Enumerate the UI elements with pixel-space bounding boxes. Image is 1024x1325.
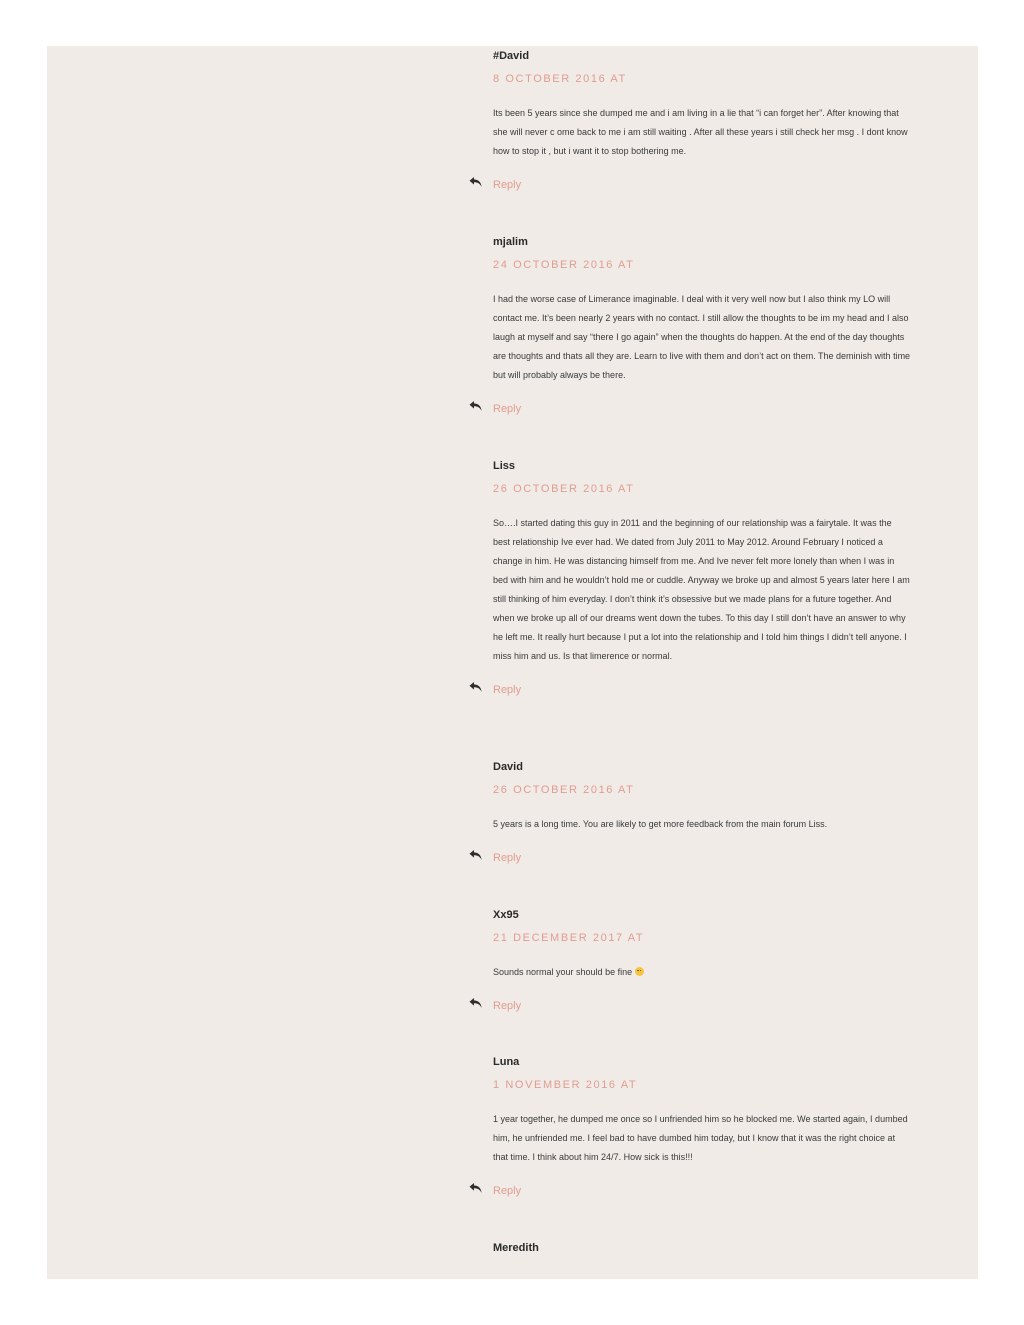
comment-date[interactable]: 1 NOVEMBER 2016 AT bbox=[493, 1079, 638, 1091]
reply-arrow-icon[interactable] bbox=[469, 400, 483, 412]
comment-date[interactable]: 26 OCTOBER 2016 AT bbox=[493, 784, 635, 796]
comment bbox=[493, 459, 913, 696]
comment-text: 5 years is a long time. You are likely to get more feedback from the main forum Liss. bbox=[493, 819, 828, 829]
comment-author: David bbox=[493, 761, 523, 773]
comment-author: #David bbox=[493, 50, 530, 62]
comment bbox=[493, 1055, 913, 1197]
reply-link[interactable]: Reply bbox=[493, 1185, 522, 1197]
comment-author: mjalim bbox=[493, 236, 528, 248]
comment-date[interactable]: 8 OCTOBER 2016 AT bbox=[493, 73, 627, 85]
comment-text-content: Sounds normal your should be fine bbox=[493, 967, 633, 977]
reply-row bbox=[493, 175, 913, 191]
comment bbox=[493, 235, 913, 415]
reply-link[interactable]: Reply bbox=[493, 1000, 522, 1012]
reply-link[interactable]: Reply bbox=[493, 179, 522, 191]
reply-arrow-icon[interactable] bbox=[469, 176, 483, 188]
reply-arrow-icon[interactable] bbox=[469, 1182, 483, 1194]
comment-date[interactable]: 21 DECEMBER 2017 AT bbox=[493, 932, 645, 944]
reply-row bbox=[493, 848, 913, 864]
comment-date[interactable]: 24 OCTOBER 2016 AT bbox=[493, 259, 635, 271]
reply-row bbox=[493, 399, 913, 415]
comment bbox=[493, 1241, 913, 1255]
comment-text: So….I started dating this guy in 2011 and the beginning of our relationship was a fairytale. It was the best relationship Ive ever had. We dated from July 2011 to May 2012. Around February I noticed a change in him. He was distancing himself from me. And Ive never felt more lonely than when I was in bed with him and he wouldn’t hold me or cuddle. Anyway we broke up and almost 5 years later here I am still thinking of him everyday. I don’t think it’s obsessive but we made plans for a future together. And when we broke up all of our dreams went down the tubes. To this day I still don’t have an answer to why he left me. It really hurt because I put a lot into the relationship and I told him things I didn’t tell anyone. I miss him and us. Is that limerence or normal. bbox=[493, 518, 910, 661]
comments-panel bbox=[47, 46, 978, 1279]
comment bbox=[493, 908, 913, 1012]
reply-row bbox=[493, 680, 913, 696]
comment-author: Meredith bbox=[493, 1242, 539, 1254]
comment-text: 1 year together, he dumped me once so I unfriended him so he blocked me. We started again, I dumbed him, he unfriended me. I feel bad to have dumbed him today, but I know that it was the right choice at that time. I think about him 24/7. How sick is this!!! bbox=[493, 1114, 908, 1162]
reply-link[interactable]: Reply bbox=[493, 684, 522, 696]
comment-author: Liss bbox=[493, 460, 516, 472]
comment-author: Luna bbox=[493, 1056, 520, 1068]
smiley-emoji-icon bbox=[635, 967, 644, 976]
reply-row bbox=[493, 1181, 913, 1197]
comment-date[interactable]: 26 OCTOBER 2016 AT bbox=[493, 483, 635, 495]
comment-text: I had the worse case of Limerance imaginable. I deal with it very well now but I also think my LO will contact me. It’s been nearly 2 years with no contact. I still allow the thoughts to be im my head and I also laugh at myself and say “there I go again” when the thoughts do happen. At the end of the day thoughts are thoughts and thats all they are. Learn to live with them and don’t act on them. The deminish with time but will probably always be there. bbox=[493, 294, 911, 380]
comment-text bbox=[493, 963, 911, 982]
reply-arrow-icon[interactable] bbox=[469, 849, 483, 861]
comment-author: Xx95 bbox=[493, 909, 519, 921]
reply-row bbox=[493, 996, 913, 1012]
comment-text: Its been 5 years since she dumped me and i am living in a lie that “i can forget her”. After knowing that she will never c ome back to me i am still waiting . After all these years i still check her msg . I dont know how to stop it , but i want it to stop bothering me. bbox=[493, 108, 908, 156]
comment bbox=[493, 760, 913, 864]
reply-arrow-icon[interactable] bbox=[469, 681, 483, 693]
reply-link[interactable]: Reply bbox=[493, 852, 522, 864]
reply-link[interactable]: Reply bbox=[493, 403, 522, 415]
reply-arrow-icon[interactable] bbox=[469, 997, 483, 1009]
comment bbox=[493, 49, 913, 191]
